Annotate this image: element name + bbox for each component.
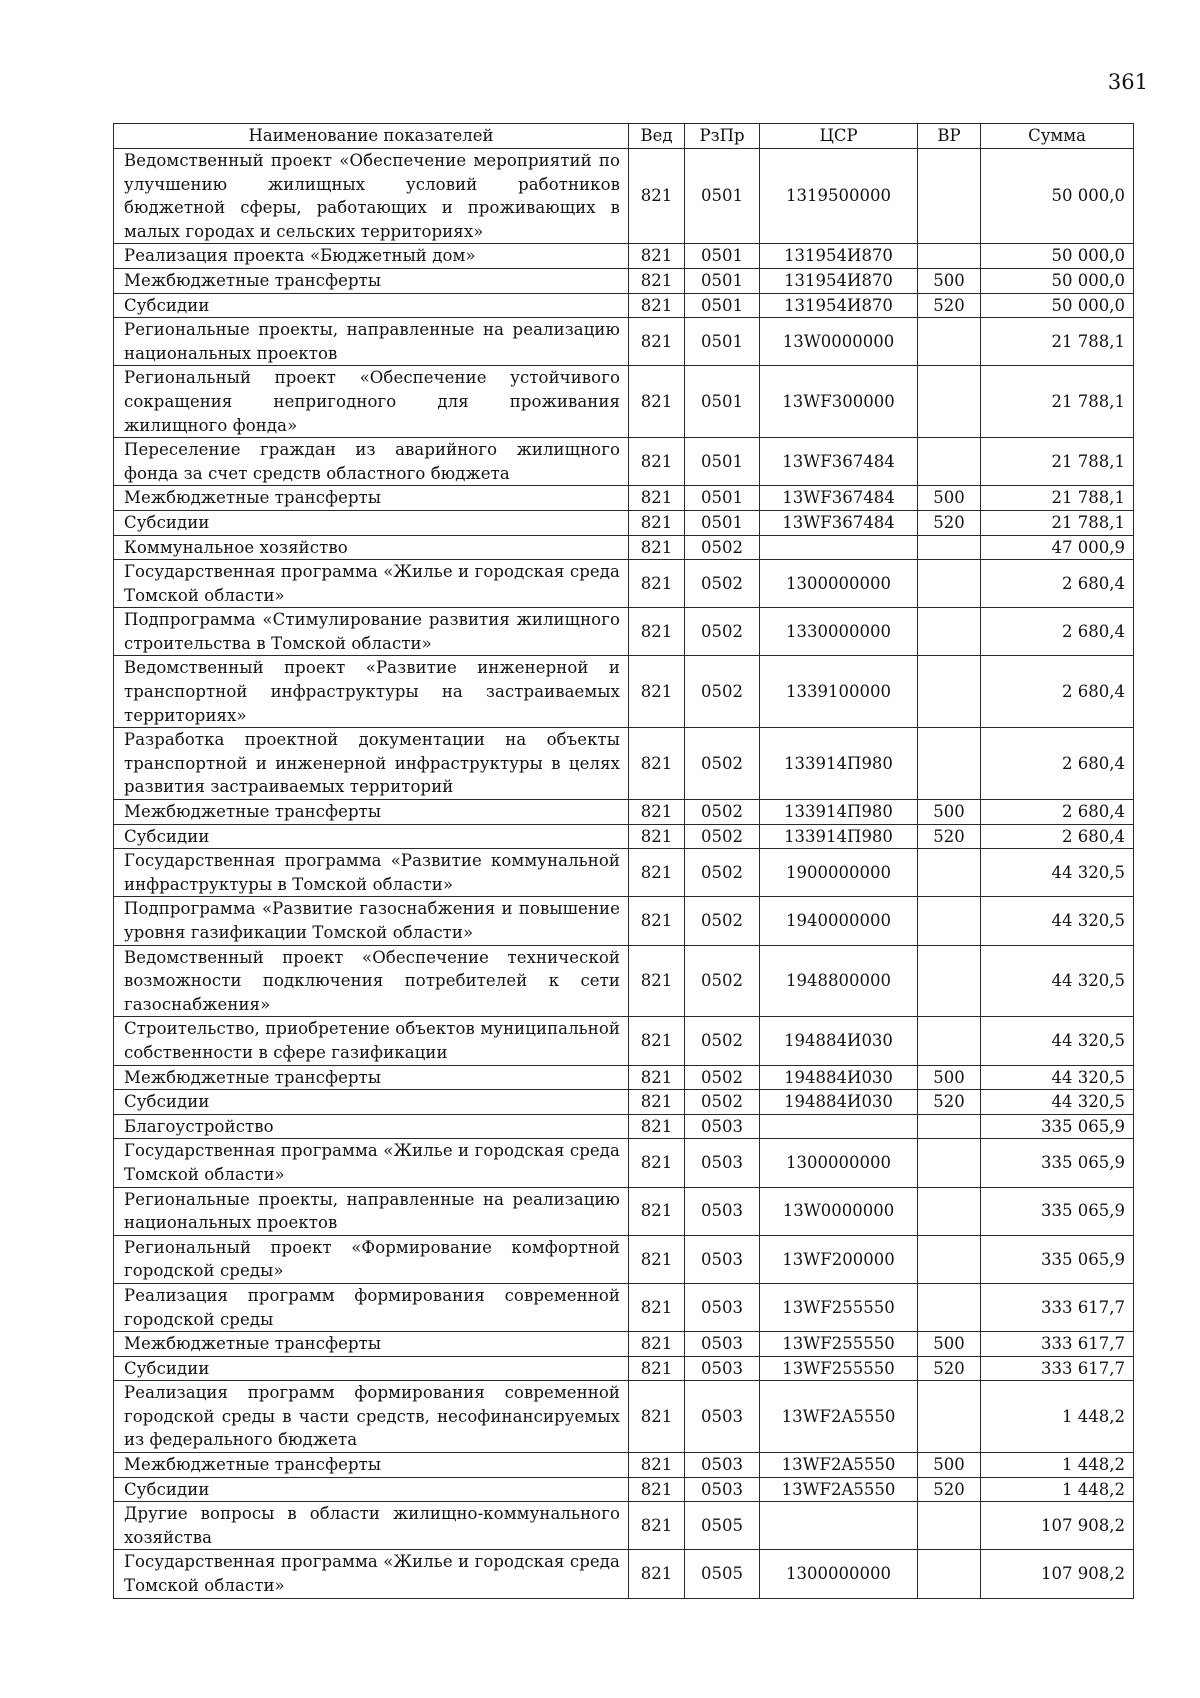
cell-csr	[760, 535, 918, 560]
cell-csr: 133914П980	[760, 800, 918, 825]
table-row	[114, 1381, 1134, 1453]
cell-rzpr: 0501	[685, 268, 760, 293]
cell-ved: 821	[629, 149, 685, 244]
cell-rzpr: 0503	[685, 1187, 760, 1235]
cell-ved: 821	[629, 656, 685, 728]
cell-vr	[918, 1139, 981, 1187]
cell-vr	[918, 438, 981, 486]
cell-sum: 335 065,9	[981, 1235, 1134, 1283]
cell-sum: 44 320,5	[981, 849, 1134, 897]
cell-vr	[918, 608, 981, 656]
cell-name: Строительство, приобретение объектов муниципальной собственности в сфере газификации	[114, 1017, 629, 1065]
cell-csr: 1300000000	[760, 1550, 918, 1598]
table-row	[114, 293, 1134, 318]
cell-name: Межбюджетные трансферты	[114, 1332, 629, 1357]
cell-ved: 821	[629, 1187, 685, 1235]
cell-rzpr: 0501	[685, 438, 760, 486]
cell-sum: 50 000,0	[981, 293, 1134, 318]
cell-rzpr: 0501	[685, 149, 760, 244]
cell-rzpr: 0501	[685, 318, 760, 366]
cell-rzpr: 0503	[685, 1283, 760, 1331]
cell-sum: 2 680,4	[981, 656, 1134, 728]
table-row	[114, 149, 1134, 244]
cell-sum: 1 448,2	[981, 1477, 1134, 1502]
cell-sum: 21 788,1	[981, 318, 1134, 366]
cell-csr: 131954И870	[760, 268, 918, 293]
cell-csr	[760, 1502, 918, 1550]
cell-rzpr: 0505	[685, 1550, 760, 1598]
cell-rzpr: 0501	[685, 244, 760, 269]
cell-rzpr: 0502	[685, 1090, 760, 1115]
cell-name: Государственная программа «Жилье и городская среда Томской области»	[114, 560, 629, 608]
cell-csr: 13WF367484	[760, 510, 918, 535]
cell-rzpr: 0505	[685, 1502, 760, 1550]
cell-ved: 821	[629, 1139, 685, 1187]
cell-rzpr: 0501	[685, 293, 760, 318]
cell-csr: 133914П980	[760, 728, 918, 800]
cell-name: Подпрограмма «Развитие газоснабжения и повышение уровня газификации Томской области»	[114, 897, 629, 945]
cell-ved: 821	[629, 1477, 685, 1502]
cell-sum: 107 908,2	[981, 1502, 1134, 1550]
table-row	[114, 366, 1134, 438]
cell-ved: 821	[629, 366, 685, 438]
cell-ved: 821	[629, 535, 685, 560]
cell-name: Реализация программ формирования современной городской среды в части средств, несофинансируемых из федерального бюджета	[114, 1381, 629, 1453]
table-row	[114, 1235, 1134, 1283]
cell-ved: 821	[629, 293, 685, 318]
cell-rzpr: 0502	[685, 728, 760, 800]
cell-rzpr: 0502	[685, 560, 760, 608]
cell-rzpr: 0502	[685, 849, 760, 897]
cell-ved: 821	[629, 945, 685, 1017]
cell-vr: 500	[918, 1453, 981, 1478]
cell-vr	[918, 1381, 981, 1453]
table-row	[114, 1114, 1134, 1139]
cell-csr: 13WF2A5550	[760, 1453, 918, 1478]
cell-rzpr: 0501	[685, 486, 760, 511]
cell-vr	[918, 1235, 981, 1283]
cell-csr: 13W0000000	[760, 1187, 918, 1235]
header-name: Наименование показателей	[114, 124, 629, 149]
cell-vr: 500	[918, 1332, 981, 1357]
cell-vr	[918, 1550, 981, 1598]
cell-vr	[918, 1502, 981, 1550]
cell-csr: 1300000000	[760, 560, 918, 608]
header-vr: ВР	[918, 124, 981, 149]
cell-vr	[918, 560, 981, 608]
cell-vr: 520	[918, 1356, 981, 1381]
cell-name: Ведомственный проект «Развитие инженерной и транспортной инфраструктуры на застраиваемых территориях»	[114, 656, 629, 728]
cell-name: Ведомственный проект «Обеспечение технической возможности подключения потребителей к сети газоснабжения»	[114, 945, 629, 1017]
cell-csr: 13WF200000	[760, 1235, 918, 1283]
cell-name: Субсидии	[114, 1477, 629, 1502]
table-row	[114, 1356, 1134, 1381]
cell-csr: 1900000000	[760, 849, 918, 897]
cell-sum: 44 320,5	[981, 1017, 1134, 1065]
cell-sum: 335 065,9	[981, 1139, 1134, 1187]
cell-rzpr: 0503	[685, 1139, 760, 1187]
cell-name: Благоустройство	[114, 1114, 629, 1139]
cell-rzpr: 0503	[685, 1477, 760, 1502]
table-row	[114, 1139, 1134, 1187]
cell-csr: 13WF2A5550	[760, 1477, 918, 1502]
cell-vr	[918, 366, 981, 438]
cell-rzpr: 0501	[685, 366, 760, 438]
cell-sum: 44 320,5	[981, 945, 1134, 1017]
cell-csr: 13WF367484	[760, 438, 918, 486]
cell-name: Субсидии	[114, 1090, 629, 1115]
cell-sum: 21 788,1	[981, 510, 1134, 535]
table-row	[114, 608, 1134, 656]
cell-csr: 13WF300000	[760, 366, 918, 438]
cell-csr: 133914П980	[760, 824, 918, 849]
cell-csr: 194884И030	[760, 1065, 918, 1090]
cell-ved: 821	[629, 268, 685, 293]
cell-name: Коммунальное хозяйство	[114, 535, 629, 560]
cell-name: Другие вопросы в области жилищно-коммунального хозяйства	[114, 1502, 629, 1550]
cell-rzpr: 0503	[685, 1332, 760, 1357]
table-row	[114, 728, 1134, 800]
cell-rzpr: 0502	[685, 897, 760, 945]
cell-sum: 50 000,0	[981, 149, 1134, 244]
cell-csr: 1330000000	[760, 608, 918, 656]
cell-sum: 335 065,9	[981, 1187, 1134, 1235]
cell-csr: 1319500000	[760, 149, 918, 244]
cell-ved: 821	[629, 1017, 685, 1065]
table-row	[114, 510, 1134, 535]
cell-sum: 2 680,4	[981, 608, 1134, 656]
cell-vr: 520	[918, 824, 981, 849]
cell-sum: 2 680,4	[981, 728, 1134, 800]
table-row	[114, 1332, 1134, 1357]
cell-vr	[918, 1017, 981, 1065]
cell-ved: 821	[629, 318, 685, 366]
cell-vr	[918, 318, 981, 366]
cell-csr: 13WF255550	[760, 1332, 918, 1357]
cell-sum: 2 680,4	[981, 824, 1134, 849]
cell-vr	[918, 1283, 981, 1331]
cell-rzpr: 0502	[685, 824, 760, 849]
table-row	[114, 1550, 1134, 1598]
table-row	[114, 535, 1134, 560]
cell-ved: 821	[629, 1114, 685, 1139]
header-rzpr: РзПр	[685, 124, 760, 149]
cell-sum: 44 320,5	[981, 1090, 1134, 1115]
cell-rzpr: 0501	[685, 510, 760, 535]
cell-csr	[760, 1114, 918, 1139]
cell-csr: 13W0000000	[760, 318, 918, 366]
cell-vr	[918, 945, 981, 1017]
cell-name: Региональные проекты, направленные на реализацию национальных проектов	[114, 318, 629, 366]
cell-ved: 821	[629, 560, 685, 608]
table-row	[114, 438, 1134, 486]
cell-rzpr: 0503	[685, 1453, 760, 1478]
cell-vr	[918, 897, 981, 945]
table-row	[114, 1187, 1134, 1235]
cell-sum: 1 448,2	[981, 1453, 1134, 1478]
cell-csr: 194884И030	[760, 1090, 918, 1115]
cell-rzpr: 0502	[685, 800, 760, 825]
cell-ved: 821	[629, 824, 685, 849]
cell-ved: 821	[629, 1283, 685, 1331]
table-row	[114, 244, 1134, 269]
cell-vr	[918, 149, 981, 244]
cell-ved: 821	[629, 1453, 685, 1478]
cell-name: Субсидии	[114, 293, 629, 318]
cell-csr: 194884И030	[760, 1017, 918, 1065]
cell-csr: 1300000000	[760, 1139, 918, 1187]
cell-vr: 500	[918, 486, 981, 511]
cell-name: Межбюджетные трансферты	[114, 486, 629, 511]
cell-ved: 821	[629, 1235, 685, 1283]
table-row	[114, 318, 1134, 366]
cell-ved: 821	[629, 897, 685, 945]
cell-sum: 2 680,4	[981, 800, 1134, 825]
cell-ved: 821	[629, 1381, 685, 1453]
cell-sum: 335 065,9	[981, 1114, 1134, 1139]
cell-ved: 821	[629, 1332, 685, 1357]
cell-name: Региональные проекты, направленные на реализацию национальных проектов	[114, 1187, 629, 1235]
table-row	[114, 560, 1134, 608]
cell-sum: 333 617,7	[981, 1283, 1134, 1331]
cell-rzpr: 0502	[685, 608, 760, 656]
cell-ved: 821	[629, 438, 685, 486]
cell-name: Государственная программа «Жилье и городская среда Томской области»	[114, 1550, 629, 1598]
cell-name: Региональный проект «Обеспечение устойчивого сокращения непригодного для проживания жилищного фонда»	[114, 366, 629, 438]
cell-name: Государственная программа «Развитие коммунальной инфраструктуры в Томской области»	[114, 849, 629, 897]
cell-csr: 1948800000	[760, 945, 918, 1017]
header-row	[114, 124, 1134, 149]
cell-sum: 50 000,0	[981, 268, 1134, 293]
table-body	[114, 149, 1134, 1599]
cell-ved: 821	[629, 486, 685, 511]
cell-vr	[918, 244, 981, 269]
cell-rzpr: 0502	[685, 1065, 760, 1090]
cell-sum: 21 788,1	[981, 486, 1134, 511]
cell-name: Реализация проекта «Бюджетный дом»	[114, 244, 629, 269]
cell-vr	[918, 1114, 981, 1139]
cell-name: Региональный проект «Формирование комфортной городской среды»	[114, 1235, 629, 1283]
cell-name: Разработка проектной документации на объекты транспортной и инженерной инфраструктуры в целях развития застраиваемых территорий	[114, 728, 629, 800]
cell-ved: 821	[629, 510, 685, 535]
cell-ved: 821	[629, 608, 685, 656]
table-row	[114, 824, 1134, 849]
cell-name: Субсидии	[114, 1356, 629, 1381]
cell-name: Подпрограмма «Стимулирование развития жилищного строительства в Томской области»	[114, 608, 629, 656]
cell-name: Субсидии	[114, 824, 629, 849]
header-ved: Вед	[629, 124, 685, 149]
cell-vr: 520	[918, 1090, 981, 1115]
cell-name: Государственная программа «Жилье и городская среда Томской области»	[114, 1139, 629, 1187]
cell-rzpr: 0502	[685, 1017, 760, 1065]
cell-rzpr: 0502	[685, 535, 760, 560]
cell-csr: 13WF367484	[760, 486, 918, 511]
cell-vr	[918, 535, 981, 560]
cell-sum: 2 680,4	[981, 560, 1134, 608]
header-csr: ЦСР	[760, 124, 918, 149]
table-row	[114, 268, 1134, 293]
budget-table	[113, 123, 1134, 1599]
cell-rzpr: 0503	[685, 1235, 760, 1283]
cell-ved: 821	[629, 1356, 685, 1381]
cell-ved: 821	[629, 849, 685, 897]
table-row	[114, 486, 1134, 511]
cell-name: Субсидии	[114, 510, 629, 535]
cell-rzpr: 0502	[685, 945, 760, 1017]
cell-sum: 333 617,7	[981, 1356, 1134, 1381]
table-row	[114, 1477, 1134, 1502]
cell-vr: 500	[918, 268, 981, 293]
cell-sum: 21 788,1	[981, 366, 1134, 438]
cell-name: Переселение граждан из аварийного жилищного фонда за счет средств областного бюджета	[114, 438, 629, 486]
cell-sum: 1 448,2	[981, 1381, 1134, 1453]
cell-name: Межбюджетные трансферты	[114, 1453, 629, 1478]
cell-ved: 821	[629, 1065, 685, 1090]
cell-sum: 50 000,0	[981, 244, 1134, 269]
cell-sum: 21 788,1	[981, 438, 1134, 486]
cell-name: Межбюджетные трансферты	[114, 268, 629, 293]
cell-csr: 13WF2A5550	[760, 1381, 918, 1453]
cell-ved: 821	[629, 244, 685, 269]
table-row	[114, 656, 1134, 728]
cell-ved: 821	[629, 1090, 685, 1115]
cell-ved: 821	[629, 728, 685, 800]
table-row	[114, 849, 1134, 897]
cell-ved: 821	[629, 800, 685, 825]
cell-csr: 1339100000	[760, 656, 918, 728]
cell-vr: 500	[918, 1065, 981, 1090]
page-number: 361	[1107, 70, 1148, 94]
table-row	[114, 1017, 1134, 1065]
cell-csr: 1940000000	[760, 897, 918, 945]
cell-name: Ведомственный проект «Обеспечение мероприятий по улучшению жилищных условий работников бюджетной сферы, работающих и проживающих в малых городах и сельских территориях»	[114, 149, 629, 244]
cell-rzpr: 0502	[685, 656, 760, 728]
cell-vr: 500	[918, 800, 981, 825]
table-row	[114, 800, 1134, 825]
cell-sum: 44 320,5	[981, 1065, 1134, 1090]
cell-name: Реализация программ формирования современной городской среды	[114, 1283, 629, 1331]
table-row	[114, 1453, 1134, 1478]
cell-vr	[918, 849, 981, 897]
table-row	[114, 1502, 1134, 1550]
cell-sum: 107 908,2	[981, 1550, 1134, 1598]
cell-csr: 131954И870	[760, 293, 918, 318]
cell-vr: 520	[918, 510, 981, 535]
table-row	[114, 1065, 1134, 1090]
table-row	[114, 1090, 1134, 1115]
table-row	[114, 1283, 1134, 1331]
cell-vr: 520	[918, 293, 981, 318]
cell-sum: 47 000,9	[981, 535, 1134, 560]
cell-csr: 131954И870	[760, 244, 918, 269]
cell-csr: 13WF255550	[760, 1356, 918, 1381]
cell-ved: 821	[629, 1502, 685, 1550]
table-row	[114, 897, 1134, 945]
cell-rzpr: 0503	[685, 1356, 760, 1381]
cell-sum: 333 617,7	[981, 1332, 1134, 1357]
cell-vr: 520	[918, 1477, 981, 1502]
cell-name: Межбюджетные трансферты	[114, 1065, 629, 1090]
table-row	[114, 945, 1134, 1017]
cell-csr: 13WF255550	[760, 1283, 918, 1331]
cell-vr	[918, 1187, 981, 1235]
header-sum: Сумма	[981, 124, 1134, 149]
cell-ved: 821	[629, 1550, 685, 1598]
cell-sum: 44 320,5	[981, 897, 1134, 945]
cell-vr	[918, 728, 981, 800]
cell-vr	[918, 656, 981, 728]
cell-rzpr: 0503	[685, 1114, 760, 1139]
cell-rzpr: 0503	[685, 1381, 760, 1453]
cell-name: Межбюджетные трансферты	[114, 800, 629, 825]
table-header	[114, 124, 1134, 149]
